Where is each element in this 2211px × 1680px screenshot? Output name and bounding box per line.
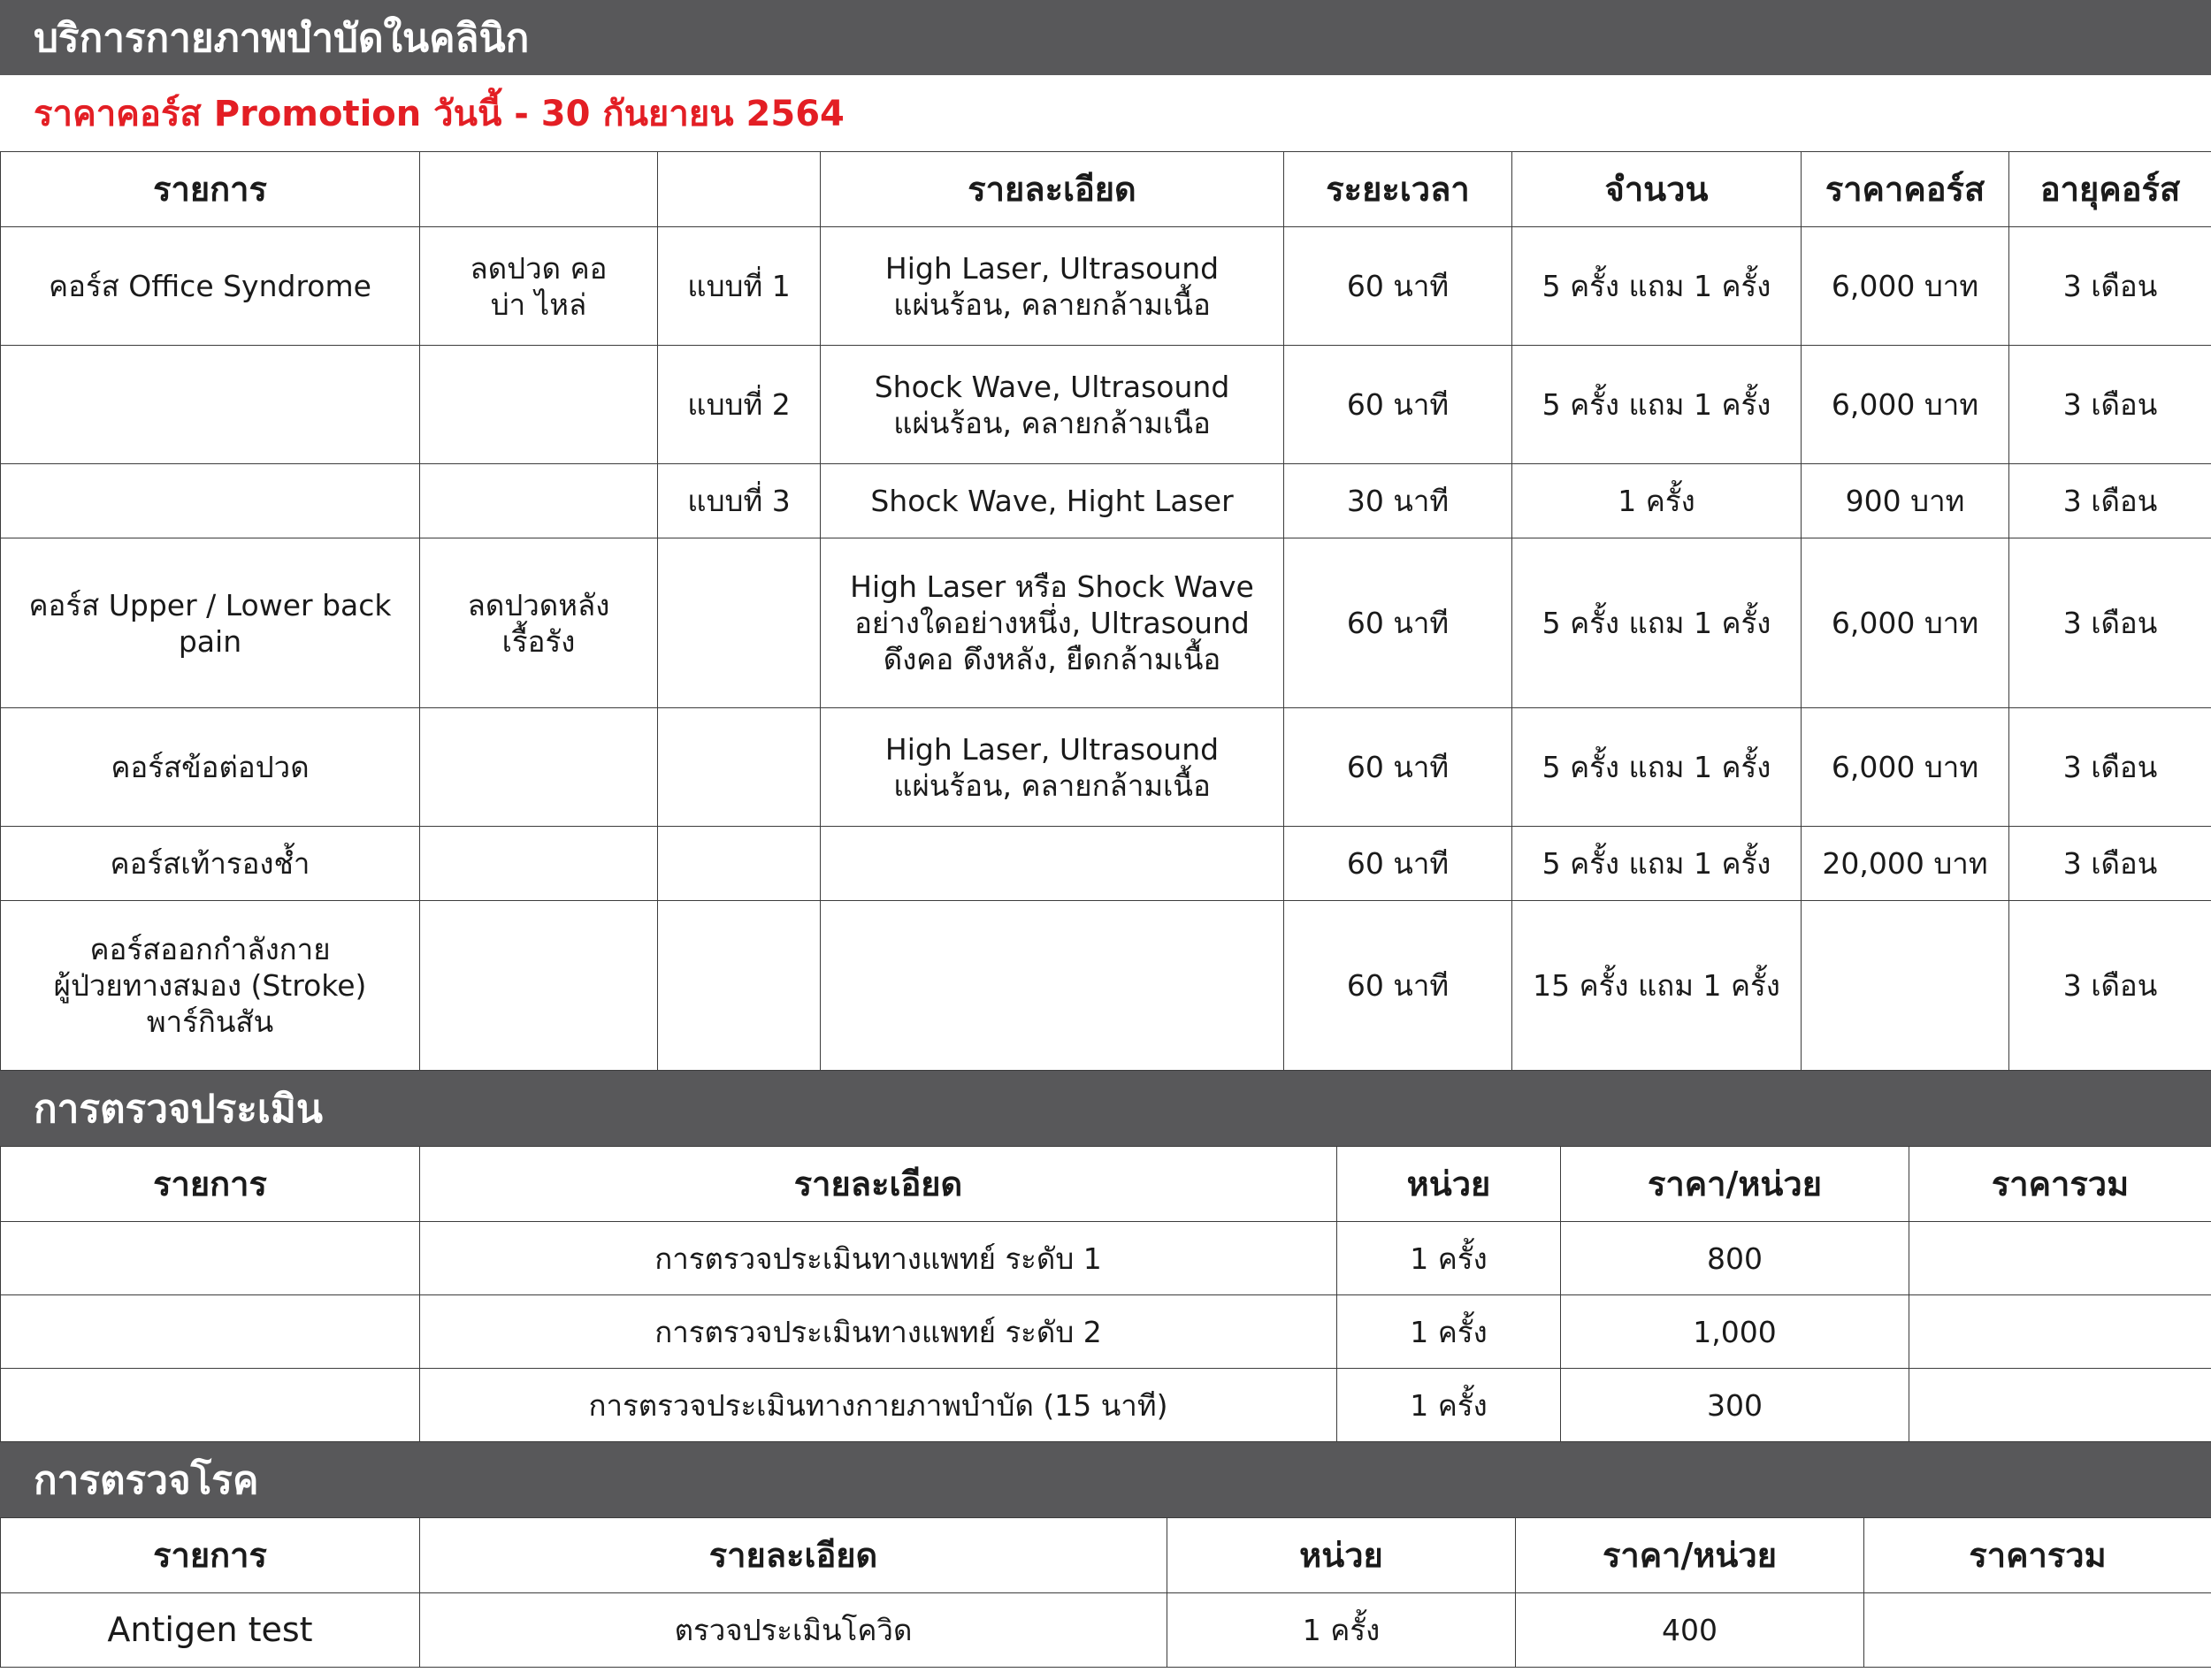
assessment-unit: 1 ครั้ง	[1337, 1222, 1561, 1295]
course-price: 6,000 บาท	[1802, 538, 2009, 708]
course-detail-line: Shock Wave, Hight Laser	[870, 484, 1234, 518]
disease-test-row	[1, 1593, 2211, 1668]
course-duration: 60 นาที	[1284, 708, 1512, 827]
assessment-item	[1, 1222, 420, 1295]
course-name	[1, 901, 420, 1071]
course-validity: 3 เดือน	[2009, 827, 2211, 901]
assessment-item	[1, 1369, 420, 1442]
course-detail-line: แผ่นร้อน, คลายกล้ามเนื้อ	[893, 286, 1211, 322]
course-purpose-line: ลดปวดหลัง	[467, 587, 610, 622]
section2-title-bar	[0, 1071, 2211, 1146]
course-validity: 3 เดือน	[2009, 901, 2211, 1071]
course-detail-line: แผ่นร้อน, คลายกล้ามเนือ	[893, 405, 1211, 440]
course-duration: 60 นาที	[1284, 538, 1512, 708]
col-header-item: รายการ	[1, 152, 420, 227]
section3-title: การตรวจโรค	[34, 1457, 259, 1503]
course-variant	[658, 538, 821, 708]
course-sessions: 5 ครั้ง แถม 1 ครั้ง	[1512, 346, 1802, 464]
assessment-table-header	[1, 1147, 2211, 1222]
course-name-line: คอร์สเท้ารองช้ำ	[110, 846, 310, 881]
course-validity: 3 เดือน	[2009, 538, 2211, 708]
course-name	[1, 538, 420, 708]
course-name-line: พาร์กินสัน	[146, 1004, 274, 1039]
course-sessions: 5 ครั้ง แถม 1 ครั้ง	[1512, 227, 1802, 346]
course-duration: 60 นาที	[1284, 901, 1512, 1071]
assessment-unit-price: 800	[1561, 1222, 1909, 1295]
course-purpose-line: เรื้อรัง	[501, 623, 576, 659]
test-unit-price: 400	[1516, 1593, 1864, 1668]
course-row	[1, 901, 2211, 1071]
disease-test-table	[0, 1517, 2211, 1668]
course-duration: 60 นาที	[1284, 227, 1512, 346]
section2-title: การตรวจประเมิน	[34, 1086, 323, 1132]
course-name-line: คอร์สออกกำลังกาย	[89, 932, 331, 966]
course-purpose	[420, 538, 658, 708]
course-row	[1, 227, 2211, 346]
col-header-total: ราคารวม	[1909, 1147, 2211, 1222]
course-price: 6,000 บาท	[1802, 227, 2009, 346]
course-detail-line: ดึงคอ ดึงหลัง, ยืดกล้ามเนื้อ	[883, 642, 1221, 676]
course-table	[0, 151, 2211, 1071]
course-validity: 3 เดือน	[2009, 464, 2211, 538]
course-purpose	[420, 708, 658, 827]
assessment-unit: 1 ครั้ง	[1337, 1295, 1561, 1369]
course-sessions: 1 ครั้ง	[1512, 464, 1802, 538]
promo-banner	[0, 75, 2211, 151]
course-name-line: ผู้ป่วยทางสมอง (Stroke)	[53, 968, 367, 1003]
disease-test-table-header	[1, 1518, 2211, 1593]
col-header-unit-price: ราคา/หน่วย	[1561, 1147, 1909, 1222]
course-purpose-line: บ่า ไหล่	[490, 286, 587, 322]
col-header-item: รายการ	[1, 1147, 420, 1222]
col-header-detail: รายละเอียด	[420, 1147, 1337, 1222]
col-header-detail: รายละเอียด	[821, 152, 1284, 227]
course-detail-line: Shock Wave, Ultrasound	[874, 369, 1230, 404]
col-header-item: รายการ	[1, 1518, 420, 1593]
course-name-line: คอร์ส Upper / Lower back	[28, 587, 392, 622]
test-total	[1864, 1593, 2211, 1668]
course-sessions: 5 ครั้ง แถม 1 ครั้ง	[1512, 708, 1802, 827]
section1-title: บริการกายภาพบำบัดในคลินิก	[34, 15, 530, 61]
course-detail	[821, 464, 1284, 538]
col-header-sessions: จำนวน	[1512, 152, 1802, 227]
course-row	[1, 538, 2211, 708]
course-validity: 3 เดือน	[2009, 708, 2211, 827]
course-detail	[821, 827, 1284, 901]
assessment-detail: การตรวจประเมินทางแพทย์ ระดับ 1	[420, 1222, 1337, 1295]
assessment-row	[1, 1222, 2211, 1295]
course-purpose-line: ลดปวด คอ	[470, 250, 608, 286]
course-purpose	[420, 901, 658, 1071]
course-price: 6,000 บาท	[1802, 708, 2009, 827]
course-detail-line: อย่างใดอย่างหนึ่ง, Ultrasound	[854, 606, 1250, 640]
section3-title-bar	[0, 1442, 2211, 1517]
course-sessions: 5 ครั้ง แถม 1 ครั้ง	[1512, 827, 1802, 901]
course-detail	[821, 538, 1284, 708]
assessment-detail: การตรวจประเมินทางกายภาพบำบัด (15 นาที)	[420, 1369, 1337, 1442]
assessment-unit-price: 300	[1561, 1369, 1909, 1442]
course-detail	[821, 708, 1284, 827]
course-duration: 60 นาที	[1284, 346, 1512, 464]
course-name	[1, 708, 420, 827]
course-price: 900 บาท	[1802, 464, 2009, 538]
course-purpose	[420, 227, 658, 346]
course-detail-line: แผ่นร้อน, คลายกล้ามเนื้อ	[893, 767, 1211, 803]
test-detail: ตรวจประเมินโควิด	[420, 1593, 1167, 1668]
course-duration: 30 นาที	[1284, 464, 1512, 538]
course-name-line: คอร์สข้อต่อปวด	[111, 750, 310, 784]
course-variant	[658, 827, 821, 901]
course-name	[1, 227, 420, 346]
course-variant	[658, 708, 821, 827]
course-purpose	[420, 346, 658, 464]
assessment-total	[1909, 1369, 2211, 1442]
assessment-item	[1, 1295, 420, 1369]
course-variant: แบบที่ 2	[658, 346, 821, 464]
assessment-detail: การตรวจประเมินทางแพทย์ ระดับ 2	[420, 1295, 1337, 1369]
course-row	[1, 827, 2211, 901]
course-table-header	[1, 152, 2211, 227]
col-header-purpose	[420, 152, 658, 227]
course-variant	[658, 901, 821, 1071]
course-detail-line: High Laser, Ultrasound	[884, 731, 1220, 767]
course-detail	[821, 901, 1284, 1071]
course-price: 20,000 บาท	[1802, 827, 2009, 901]
course-row	[1, 708, 2211, 827]
col-header-duration: ระยะเวลา	[1284, 152, 1512, 227]
col-header-variant	[658, 152, 821, 227]
course-variant: แบบที่ 1	[658, 227, 821, 346]
course-name-line: pain	[178, 623, 242, 659]
course-validity: 3 เดือน	[2009, 346, 2211, 464]
course-row	[1, 464, 2211, 538]
assessment-row	[1, 1369, 2211, 1442]
assessment-unit-price: 1,000	[1561, 1295, 1909, 1369]
test-unit: 1 ครั้ง	[1167, 1593, 1516, 1668]
course-name	[1, 346, 420, 464]
assessment-total	[1909, 1295, 2211, 1369]
course-detail-line: High Laser, Ultrasound	[884, 250, 1220, 286]
course-sessions: 5 ครั้ง แถม 1 ครั้ง	[1512, 538, 1802, 708]
assessment-row	[1, 1295, 2211, 1369]
assessment-unit: 1 ครั้ง	[1337, 1369, 1561, 1442]
course-purpose	[420, 827, 658, 901]
course-purpose	[420, 464, 658, 538]
promo-text: ราคาคอร์ส Promotion วันนี้ - 30 กันยายน 2564	[34, 94, 845, 134]
col-header-validity: อายุคอร์ส	[2009, 152, 2211, 227]
assessment-total	[1909, 1222, 2211, 1295]
course-duration: 60 นาที	[1284, 827, 1512, 901]
course-price: 6,000 บาท	[1802, 346, 2009, 464]
assessment-table	[0, 1146, 2211, 1442]
section1-title-bar	[0, 0, 2211, 75]
course-price	[1802, 901, 2009, 1071]
col-header-detail: รายละเอียด	[420, 1518, 1167, 1593]
course-name	[1, 464, 420, 538]
col-header-total: ราคารวม	[1864, 1518, 2211, 1593]
test-item: Antigen test	[1, 1593, 420, 1668]
course-name	[1, 827, 420, 901]
course-variant: แบบที่ 3	[658, 464, 821, 538]
col-header-unit: หน่วย	[1337, 1147, 1561, 1222]
course-row	[1, 346, 2211, 464]
course-sessions: 15 ครั้ง แถม 1 ครั้ง	[1512, 901, 1802, 1071]
course-name-line: คอร์ส Office Syndrome	[49, 269, 371, 303]
course-validity: 3 เดือน	[2009, 227, 2211, 346]
course-detail	[821, 346, 1284, 464]
col-header-price: ราคาคอร์ส	[1802, 152, 2009, 227]
col-header-unit-price: ราคา/หน่วย	[1516, 1518, 1864, 1593]
course-detail	[821, 227, 1284, 346]
course-detail-line: High Laser หรือ Shock Wave	[850, 569, 1254, 604]
col-header-unit: หน่วย	[1167, 1518, 1516, 1593]
